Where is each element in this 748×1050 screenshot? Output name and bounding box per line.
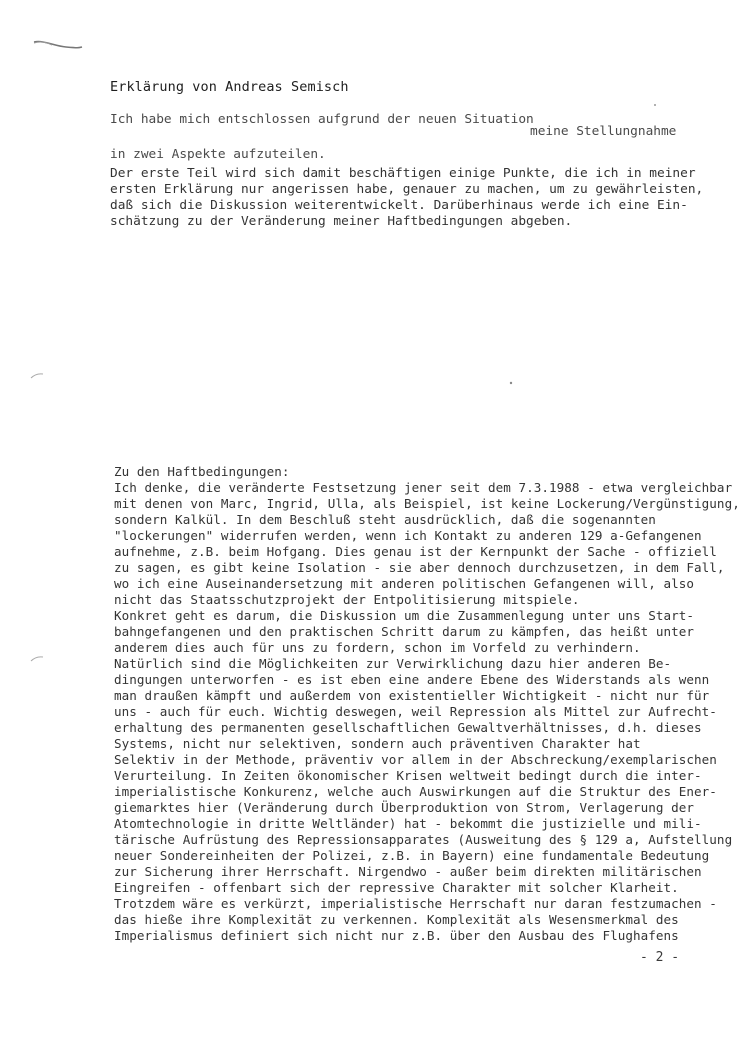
body-line: wo ich eine Auseinandersetzung mit anderen politischen Gefangenen will, also — [114, 576, 695, 591]
intro-line: in zwei Aspekte aufzuteilen. — [110, 147, 326, 162]
document-heading: Erklärung von Andreas Semisch — [110, 79, 349, 95]
body-line: zur Sicherung ihrer Herrschaft. Nirgendwo - außer beim direkten militärischen — [114, 864, 702, 879]
pen-scratch-mark — [32, 36, 84, 52]
body-line: Verurteilung. In Zeiten ökonomischer Krisen weltweit bedingt durch die inter- — [114, 768, 702, 783]
body-line: neuer Sondereinheiten der Polizei, z.B. in Bayern) eine fundamentale Bedeutung — [114, 848, 710, 863]
body-line: Konkret geht es darum, die Diskussion um die Zusammenlegung unter uns Start- — [114, 608, 695, 623]
body-line: giemarktes hier (Veränderung durch Überproduktion von Strom, Verlagerung der — [114, 800, 695, 815]
scan-dot-mark — [652, 102, 658, 108]
intro-inserted-text: meine Stellungnahme — [530, 124, 677, 139]
body-line: Systems, nicht nur selektiven, sondern auch präventiven Charakter hat — [114, 736, 641, 751]
body-line: tärische Aufrüstung des Repressionsapparates (Ausweitung des § 129 a, Aufstellung — [114, 832, 733, 847]
intro-line: Ich habe mich entschlossen aufgrund der neuen Situation — [110, 112, 534, 127]
paragraph-line: ersten Erklärung nur angerissen habe, genauer zu machen, um zu gewährleisten, — [110, 182, 704, 197]
body-line: Selektiv in der Methode, präventiv vor allem in der Abschreckung/exemplarischen — [114, 752, 717, 767]
body-line: "lockerungen" widerrufen werden, wenn ich Kontakt zu anderen 129 a-Gefangenen — [114, 528, 702, 543]
body-line: nicht das Staatsschutzprojekt der Entpolitisierung mitspiele. — [114, 592, 580, 607]
paragraph-line: Der erste Teil wird sich damit beschäftigen einige Punkte, die ich in meiner — [110, 166, 696, 181]
body-line: zu sagen, es gibt keine Isolation - sie aber dennoch durchzusetzen, in dem Fall, — [114, 560, 725, 575]
body-line: erhaltung des permanenten gesellschaftlichen Gewaltverhältnisses, d.h. dieses — [114, 720, 702, 735]
page-number: - 2 - — [640, 950, 680, 965]
body-line: Eingreifen - offenbart sich der repressive Charakter mit solcher Klarheit. — [114, 880, 679, 895]
body-line: Trotzdem wäre es verkürzt, imperialistische Herrschaft nur daran festzumachen - — [114, 896, 717, 911]
body-line: sondern Kalkül. In dem Beschluß steht ausdrücklich, daß die sogenannten — [114, 512, 656, 527]
body-line: anderem dies auch für uns zu fordern, schon im Vorfeld zu verhindern. — [114, 640, 641, 655]
scan-speck-mark — [30, 372, 44, 380]
body-line: aufnehme, z.B. beim Hofgang. Dies genau ist der Kernpunkt der Sache - offiziell — [114, 544, 717, 559]
paragraph-line: daß sich die Diskussion weiterentwickelt. Darüberhinaus werde ich eine Ein- — [110, 198, 688, 213]
body-line: man draußen kämpft und außerdem von existentieller Wichtigkeit - nicht nur für — [114, 688, 710, 703]
body-line: Imperialismus definiert sich nicht nur z.B. über den Ausbau des Flughafens — [114, 928, 679, 943]
body-line: das hieße ihre Komplexität zu verkennen. Komplexität als Wesensmerkmal des — [114, 912, 679, 927]
body-line: dingungen unterworfen - es ist eben eine andere Ebene des Widerstands als wenn — [114, 672, 710, 687]
body-line: bahngefangenen und den praktischen Schritt darum zu kämpfen, das heißt unter — [114, 624, 695, 639]
body-line: Natürlich sind die Möglichkeiten zur Verwirklichung dazu hier anderen Be- — [114, 656, 672, 671]
body-line: uns - auch für euch. Wichtig deswegen, weil Repression als Mittel zur Aufrecht- — [114, 704, 717, 719]
scan-speck-mark — [30, 655, 44, 663]
scan-dot-mark — [508, 380, 514, 386]
body-line: Ich denke, die veränderte Festsetzung jener seit dem 7.3.1988 - etwa vergleichbar — [114, 480, 733, 495]
section-title: Zu den Haftbedingungen: — [114, 464, 290, 479]
body-line: Atomtechnologie in dritte Weltländer) hat - bekommt die justizielle und mili- — [114, 816, 702, 831]
body-line: imperialistische Konkurenz, welche auch Auswirkungen auf die Struktur des Ener- — [114, 784, 717, 799]
body-line: mit denen von Marc, Ingrid, Ulla, als Beispiel, ist keine Lockerung/Vergünstigung, — [114, 496, 740, 511]
paragraph-line: schätzung zu der Veränderung meiner Haftbedingungen abgeben. — [110, 214, 573, 229]
